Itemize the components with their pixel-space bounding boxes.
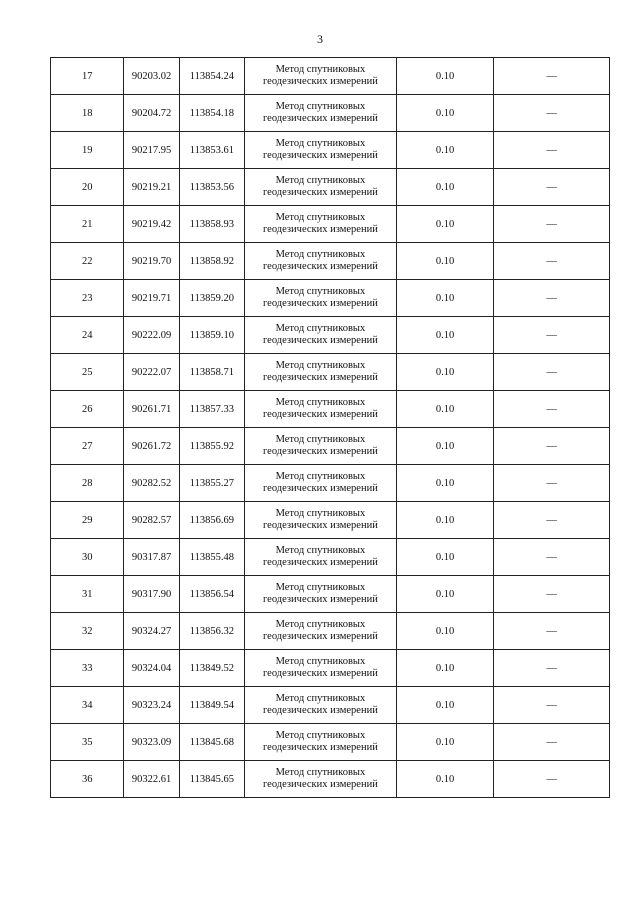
point-number-cell: 25	[51, 354, 124, 391]
method-line-1: Метод спутниковых	[275, 730, 366, 741]
y-coordinate-cell: 113859.10	[179, 317, 244, 354]
method-line-2: геодезических измерений	[263, 631, 378, 642]
method-cell	[245, 243, 397, 280]
description-cell: —	[494, 391, 610, 428]
method-line-2: геодезических измерений	[263, 261, 378, 272]
method-line-1: Метод спутниковых	[275, 656, 366, 667]
x-coordinate-cell: 90317.87	[124, 539, 179, 576]
point-number-cell: 19	[51, 132, 124, 169]
point-number-cell: 27	[51, 428, 124, 465]
table-row	[51, 391, 610, 428]
table-row	[51, 169, 610, 206]
method-cell	[245, 132, 397, 169]
method-cell	[245, 761, 397, 798]
point-number-cell: 21	[51, 206, 124, 243]
point-number-cell: 34	[51, 687, 124, 724]
x-coordinate-cell: 90217.95	[124, 132, 179, 169]
table-row	[51, 243, 610, 280]
table-row	[51, 724, 610, 761]
x-coordinate-cell: 90219.71	[124, 280, 179, 317]
point-number-cell: 32	[51, 613, 124, 650]
description-cell: —	[494, 95, 610, 132]
table-row	[51, 132, 610, 169]
method-line-1: Метод спутниковых	[275, 138, 366, 149]
x-coordinate-cell: 90203.02	[124, 58, 179, 95]
accuracy-cell: 0.10	[396, 576, 494, 613]
method-cell	[245, 576, 397, 613]
table-row	[51, 354, 610, 391]
y-coordinate-cell: 113858.92	[179, 243, 244, 280]
accuracy-cell: 0.10	[396, 95, 494, 132]
x-coordinate-cell: 90324.27	[124, 613, 179, 650]
x-coordinate-cell: 90317.90	[124, 576, 179, 613]
method-line-1: Метод спутниковых	[275, 582, 366, 593]
description-cell: —	[494, 354, 610, 391]
description-cell: —	[494, 317, 610, 354]
description-cell: —	[494, 687, 610, 724]
method-line-2: геодезических измерений	[263, 594, 378, 605]
method-line-2: геодезических измерений	[263, 150, 378, 161]
method-line-1: Метод спутниковых	[275, 397, 366, 408]
table-row	[51, 576, 610, 613]
method-line-1: Метод спутниковых	[275, 212, 366, 223]
description-cell: —	[494, 465, 610, 502]
method-line-1: Метод спутниковых	[275, 360, 366, 371]
description-cell: —	[494, 539, 610, 576]
y-coordinate-cell: 113856.32	[179, 613, 244, 650]
accuracy-cell: 0.10	[396, 650, 494, 687]
method-line-2: геодезических измерений	[263, 446, 378, 457]
x-coordinate-cell: 90282.57	[124, 502, 179, 539]
x-coordinate-cell: 90282.52	[124, 465, 179, 502]
accuracy-cell: 0.10	[396, 132, 494, 169]
point-number-cell: 29	[51, 502, 124, 539]
coordinates-table-body	[51, 58, 610, 798]
y-coordinate-cell: 113853.61	[179, 132, 244, 169]
y-coordinate-cell: 113845.65	[179, 761, 244, 798]
y-coordinate-cell: 113858.71	[179, 354, 244, 391]
point-number-cell: 31	[51, 576, 124, 613]
x-coordinate-cell: 90322.61	[124, 761, 179, 798]
y-coordinate-cell: 113854.18	[179, 95, 244, 132]
point-number-cell: 20	[51, 169, 124, 206]
description-cell: —	[494, 243, 610, 280]
method-line-2: геодезических измерений	[263, 557, 378, 568]
x-coordinate-cell: 90219.42	[124, 206, 179, 243]
method-line-2: геодезических измерений	[263, 298, 378, 309]
y-coordinate-cell: 113855.27	[179, 465, 244, 502]
y-coordinate-cell: 113849.52	[179, 650, 244, 687]
x-coordinate-cell: 90222.07	[124, 354, 179, 391]
table-row	[51, 650, 610, 687]
table-row	[51, 539, 610, 576]
method-cell	[245, 465, 397, 502]
table-row	[51, 428, 610, 465]
method-line-2: геодезических измерений	[263, 187, 378, 198]
method-line-1: Метод спутниковых	[275, 619, 366, 630]
accuracy-cell: 0.10	[396, 539, 494, 576]
x-coordinate-cell: 90324.04	[124, 650, 179, 687]
accuracy-cell: 0.10	[396, 206, 494, 243]
description-cell: —	[494, 576, 610, 613]
method-line-2: геодезических измерений	[263, 779, 378, 790]
table-row	[51, 206, 610, 243]
accuracy-cell: 0.10	[396, 613, 494, 650]
description-cell: —	[494, 650, 610, 687]
method-line-1: Метод спутниковых	[275, 508, 366, 519]
y-coordinate-cell: 113858.93	[179, 206, 244, 243]
method-cell	[245, 169, 397, 206]
accuracy-cell: 0.10	[396, 280, 494, 317]
accuracy-cell: 0.10	[396, 761, 494, 798]
accuracy-cell: 0.10	[396, 724, 494, 761]
method-line-2: геодезических измерений	[263, 520, 378, 531]
method-line-2: геодезических измерений	[263, 483, 378, 494]
method-cell	[245, 95, 397, 132]
y-coordinate-cell: 113849.54	[179, 687, 244, 724]
x-coordinate-cell: 90204.72	[124, 95, 179, 132]
accuracy-cell: 0.10	[396, 502, 494, 539]
accuracy-cell: 0.10	[396, 428, 494, 465]
point-number-cell: 35	[51, 724, 124, 761]
accuracy-cell: 0.10	[396, 354, 494, 391]
accuracy-cell: 0.10	[396, 317, 494, 354]
y-coordinate-cell: 113855.92	[179, 428, 244, 465]
description-cell: —	[494, 502, 610, 539]
method-line-1: Метод спутниковых	[275, 434, 366, 445]
method-cell	[245, 206, 397, 243]
table-row	[51, 317, 610, 354]
description-cell: —	[494, 761, 610, 798]
description-cell: —	[494, 724, 610, 761]
table-row	[51, 280, 610, 317]
y-coordinate-cell: 113859.20	[179, 280, 244, 317]
method-line-2: геодезических измерений	[263, 335, 378, 346]
method-line-1: Метод спутниковых	[275, 471, 366, 482]
description-cell: —	[494, 58, 610, 95]
table-row	[51, 687, 610, 724]
description-cell: —	[494, 169, 610, 206]
method-cell	[245, 354, 397, 391]
page-number: 3	[317, 32, 323, 46]
table-row	[51, 95, 610, 132]
table-row	[51, 465, 610, 502]
method-line-1: Метод спутниковых	[275, 101, 366, 112]
table-row	[51, 502, 610, 539]
accuracy-cell: 0.10	[396, 169, 494, 206]
x-coordinate-cell: 90261.72	[124, 428, 179, 465]
description-cell: —	[494, 428, 610, 465]
method-cell	[245, 650, 397, 687]
description-cell: —	[494, 613, 610, 650]
point-number-cell: 36	[51, 761, 124, 798]
method-cell	[245, 280, 397, 317]
y-coordinate-cell: 113856.69	[179, 502, 244, 539]
method-cell	[245, 539, 397, 576]
point-number-cell: 26	[51, 391, 124, 428]
description-cell: —	[494, 132, 610, 169]
method-line-1: Метод спутниковых	[275, 64, 366, 75]
point-number-cell: 28	[51, 465, 124, 502]
x-coordinate-cell: 90323.24	[124, 687, 179, 724]
point-number-cell: 24	[51, 317, 124, 354]
method-line-1: Метод спутниковых	[275, 286, 366, 297]
accuracy-cell: 0.10	[396, 391, 494, 428]
coordinates-table	[50, 57, 610, 798]
method-cell	[245, 428, 397, 465]
method-cell	[245, 391, 397, 428]
x-coordinate-cell: 90222.09	[124, 317, 179, 354]
point-number-cell: 30	[51, 539, 124, 576]
method-line-2: геодезических измерений	[263, 76, 378, 87]
description-cell: —	[494, 280, 610, 317]
point-number-cell: 22	[51, 243, 124, 280]
method-cell	[245, 687, 397, 724]
y-coordinate-cell: 113845.68	[179, 724, 244, 761]
method-cell	[245, 613, 397, 650]
x-coordinate-cell: 90219.70	[124, 243, 179, 280]
table-row	[51, 58, 610, 95]
table-row	[51, 761, 610, 798]
point-number-cell: 23	[51, 280, 124, 317]
method-line-1: Метод спутниковых	[275, 693, 366, 704]
method-line-1: Метод спутниковых	[275, 323, 366, 334]
x-coordinate-cell: 90323.09	[124, 724, 179, 761]
method-line-2: геодезических измерений	[263, 705, 378, 716]
method-line-1: Метод спутниковых	[275, 249, 366, 260]
method-line-1: Метод спутниковых	[275, 767, 366, 778]
method-line-2: геодезических измерений	[263, 668, 378, 679]
point-number-cell: 17	[51, 58, 124, 95]
y-coordinate-cell: 113854.24	[179, 58, 244, 95]
method-cell	[245, 317, 397, 354]
method-line-1: Метод спутниковых	[275, 175, 366, 186]
method-cell	[245, 724, 397, 761]
method-cell	[245, 502, 397, 539]
accuracy-cell: 0.10	[396, 58, 494, 95]
x-coordinate-cell: 90219.21	[124, 169, 179, 206]
method-line-2: геодезических измерений	[263, 224, 378, 235]
y-coordinate-cell: 113856.54	[179, 576, 244, 613]
y-coordinate-cell: 113853.56	[179, 169, 244, 206]
point-number-cell: 18	[51, 95, 124, 132]
point-number-cell: 33	[51, 650, 124, 687]
accuracy-cell: 0.10	[396, 687, 494, 724]
x-coordinate-cell: 90261.71	[124, 391, 179, 428]
method-line-2: геодезических измерений	[263, 742, 378, 753]
y-coordinate-cell: 113857.33	[179, 391, 244, 428]
method-line-1: Метод спутниковых	[275, 545, 366, 556]
accuracy-cell: 0.10	[396, 243, 494, 280]
method-cell	[245, 58, 397, 95]
method-line-2: геодезических измерений	[263, 113, 378, 124]
method-line-2: геодезических измерений	[263, 409, 378, 420]
table-row	[51, 613, 610, 650]
accuracy-cell: 0.10	[396, 465, 494, 502]
y-coordinate-cell: 113855.48	[179, 539, 244, 576]
method-line-2: геодезических измерений	[263, 372, 378, 383]
description-cell: —	[494, 206, 610, 243]
